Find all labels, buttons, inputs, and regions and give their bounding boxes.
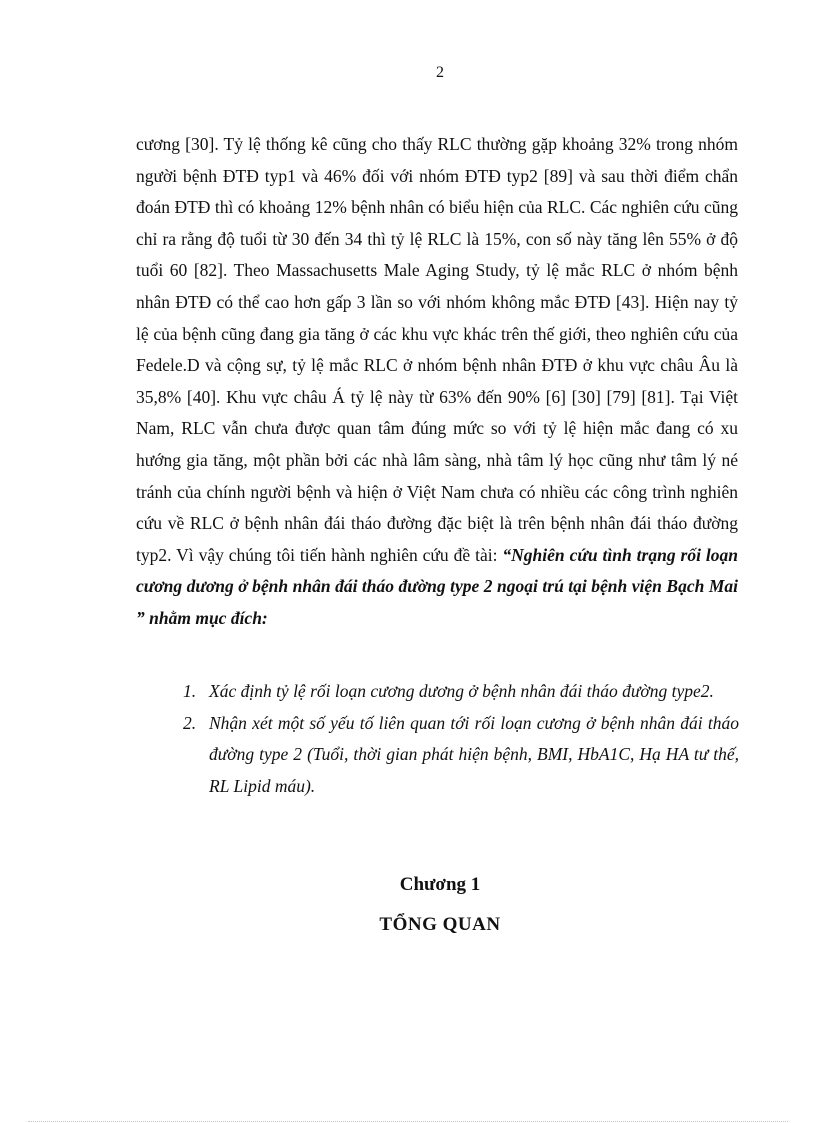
aims-list xyxy=(183,676,739,802)
chapter-title: TỔNG QUAN xyxy=(379,914,501,935)
list-item xyxy=(183,676,739,708)
study-title-text: “Nghiên cứu tình trạng rối loạn cương dương ở bệnh nhân đái tháo đường type 2 ngoại trú tại bệnh viện Bạch Mai ” nhằm mục đích: xyxy=(136,544,738,628)
list-item-number: 2. xyxy=(183,712,197,733)
list-item-text: Xác định tỷ lệ rối loạn cương dương ở bệnh nhân đái tháo đường type2. xyxy=(209,681,714,701)
list-item-text: Nhận xét một số yếu tố liên quan tới rối loạn cương ở bệnh nhân đái tháo đường type 2 (Tuổi, thời gian phát hiện bệnh, BMI, HbA1C, Hạ HA tư thế, RL Lipid máu). xyxy=(209,712,739,796)
page-bottom-divider xyxy=(28,1121,788,1122)
list-item xyxy=(183,708,739,803)
chapter-number: Chương 1 xyxy=(399,874,481,895)
page-number: 2 xyxy=(436,64,444,81)
list-item-number: 1. xyxy=(183,681,197,701)
body-paragraph xyxy=(136,129,738,635)
paragraph-main-text: cương [30]. Tỷ lệ thống kê cũng cho thấy RLC thường gặp khoảng 32% trong nhóm người bệnh ĐTĐ typ1 và 46% đối với nhóm ĐTĐ typ2 [89] và sau thời điểm chẩn đoán ĐTĐ thì có khoảng 12% bệnh nhân có biểu hiện của RLC. Các nghiên cứu cũng chỉ ra rằng độ tuổi từ 30 đến 34 thì tỷ lệ RLC là 15%, con số này tăng lên 55% ở độ tuổi 60 [82]. Theo Massachusetts Male Aging Study, tỷ lệ mắc RLC ở nhóm bệnh nhân ĐTĐ có thể cao hơn gấp 3 lần so với nhóm không mắc ĐTĐ [43]. Hiện nay tỷ lệ của bệnh cũng đang gia tăng ở các khu vực khác trên thế giới, theo nghiên cứu của Fedele.D và cộng sự, tỷ lệ mắc RLC ở nhóm bệnh nhân ĐTĐ ở khu vực châu Âu là 35,8% [40]. Khu vực châu Á tỷ lệ này từ 63% đến 90% [6] [30] [79] [81]. Tại Việt Nam, RLC vẫn chưa được quan tâm đúng mức so với tỷ lệ hiện mắc đang có xu hướng gia tăng, một phần bởi các nhà lâm sàng, nhà tâm lý học cũng như tâm lý né tránh của chính người bệnh và hiện ở Việt Nam chưa có nhiều các công trình nghiên cứu về RLC ở bệnh nhân đái tháo đường đặc biệt là trên bệnh nhân đái tháo đường typ2. Vì vậy chúng tôi tiến hành nghiên cứu đề tài: xyxy=(136,134,738,565)
